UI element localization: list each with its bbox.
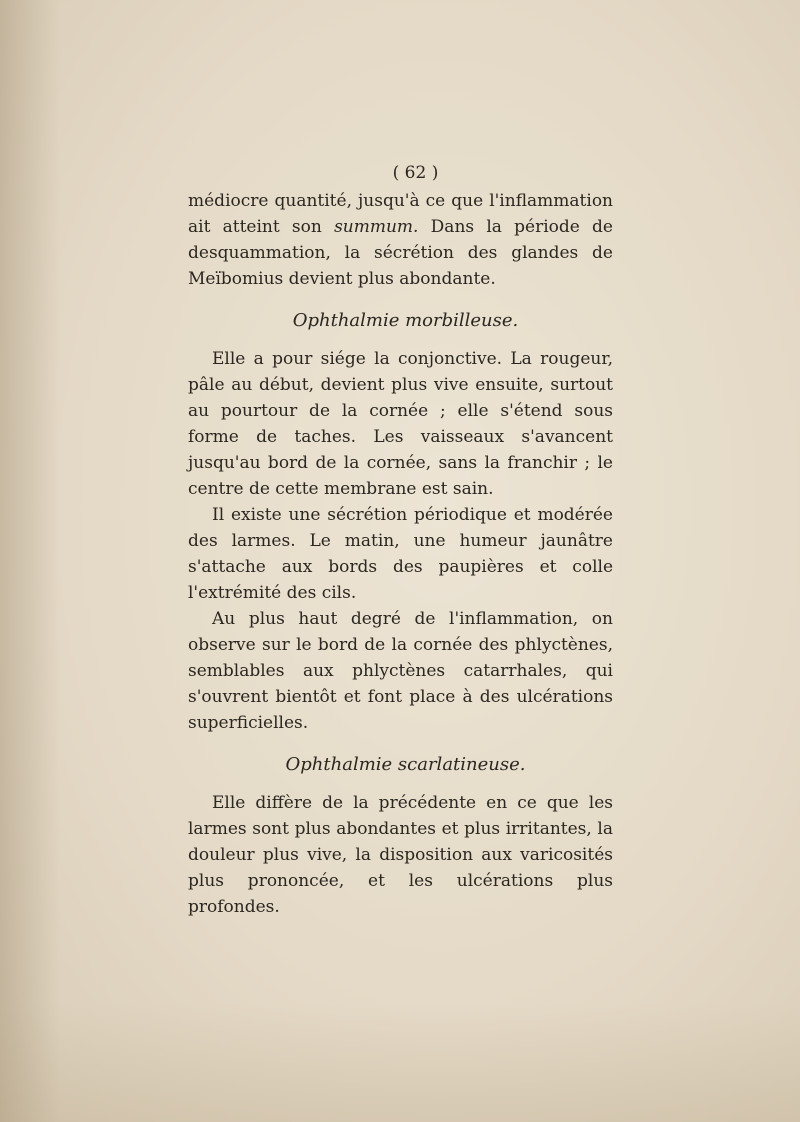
section-heading-morbilleuse: Ophthalmie morbilleuse. [292, 310, 519, 331]
paragraph: Au plus haut degré de l'inflammation, on observe sur le bord de la cornée des phlyctènes, semblables aux phlyctènes catarrhales, qui s'ouvrent bientôt et font place à des ulcérations superficielles. [188, 609, 613, 733]
text-block [188, 160, 613, 920]
continuation-text-after: Dans la période de desquammation, la sécrétion des glandes de Meïbomius devient plus abondante. [188, 217, 613, 289]
paragraph: Elle a pour siége la conjonctive. La rougeur, pâle au début, devient plus vive ensuite, surtout au pourtour de la cornée ; elle s'étend sous forme de taches. Les vaisseaux s'avancent jusqu'au bord de la cornée, sans la franchir ; le centre de cette membrane est sain. [188, 349, 613, 499]
emphasis-summum: summum. [334, 217, 419, 237]
continuation-text-before: médiocre quantité, jusqu'à ce que l'inflammation ait atteint son [188, 191, 613, 237]
paragraph: Elle diffère de la précédente en ce que les larmes sont plus abondantes et plus irritantes, la douleur plus vive, la disposition aux varicosités plus prononcée, et les ulcérations plus profondes. [188, 793, 613, 917]
continuation-paragraph [188, 188, 613, 292]
spine-shadow [0, 0, 60, 1122]
paragraph: Il existe une sécrétion périodique et modérée des larmes. Le matin, une humeur jaunâtre s'attache aux bords des paupières et colle l'extrémité des cils. [188, 505, 613, 603]
page-shading [0, 1002, 800, 1122]
section-heading-scarlatineuse: Ophthalmie scarlatineuse. [285, 754, 526, 775]
page-number: ( 62 ) [392, 163, 439, 183]
